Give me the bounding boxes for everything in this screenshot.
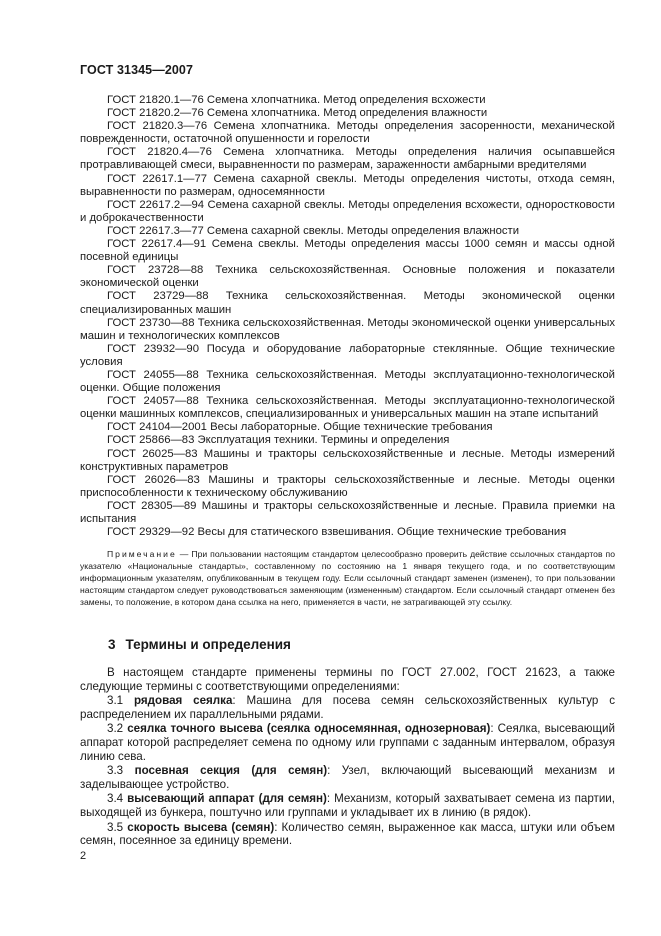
section-title: Термины и определения [125, 637, 291, 652]
terms-body [80, 666, 615, 849]
reference-item: ГОСТ 26025—83 Машины и тракторы сельскохозяйственные и лесные. Методы измерений конструктивных параметров [80, 447, 615, 473]
term-text: : Сеялка, высевающий аппарат которой распределяет семена по одному или группами с заданным интервалом, образуя линию сева. [80, 722, 615, 763]
reference-item: ГОСТ 21820.3—76 Семена хлопчатника. Методы определения засоренности, механической поврежденности, остаточной опушенности и горелости [80, 120, 615, 146]
reference-item: ГОСТ 24057—88 Техника сельскохозяйственная. Методы эксплуатационно-технологической оценки машинных комплексов, специализированных и универсальных машин на этапе испытаний [80, 395, 615, 421]
normative-references-list [80, 94, 615, 539]
reference-item: ГОСТ 28305—89 Машины и тракторы сельскохозяйственные и лесные. Правила приемки на испытания [80, 499, 615, 525]
reference-item: ГОСТ 25866—83 Эксплуатация техники. Термины и определения [107, 434, 450, 447]
section-heading [108, 637, 291, 652]
reference-item: ГОСТ 21820.1—76 Семена хлопчатника. Метод определения всхожести [107, 94, 486, 106]
term-number: 3.3 [107, 764, 124, 778]
term-name: высевающий аппарат (для семян) [127, 792, 327, 806]
reference-item: ГОСТ 21820.2—76 Семена хлопчатника. Метод определения влажности [107, 107, 488, 120]
term-number: 3.4 [107, 792, 124, 806]
section-number: 3 [108, 637, 116, 652]
reference-item: ГОСТ 29329—92 Весы для статического взвешивания. Общие технические требования [107, 526, 567, 539]
term-text: : Узел, включающий высевающий механизм и заделывающее устройство. [80, 764, 615, 791]
reference-item: ГОСТ 23932—90 Посуда и оборудование лабораторные стеклянные. Общие технические условия [80, 342, 615, 368]
note-text: — При пользовании настоящим стандартом целесообразно проверить действие ссылочных стандартов по указателю «Национальные стандарты», составленному по состоянию на 1 января текущего года, и по соответствующим информационным указателям, опубликованным в текущем году. Если ссылочный стандарт заменен (изменен), то при пользовании настоящим стандартом следует руководствоваться заменяющим (измененным) стандартом. Если ссылочный стандарт отменен без замены, то положение, в котором дана ссылка на него, применяется в части, не затрагивающей эту ссылку. [80, 549, 615, 607]
reference-item: ГОСТ 22617.1—77 Семена сахарной свеклы. Методы определения чистоты, отхода семян, выравненности по размерам, односемянности [80, 172, 615, 198]
term-definition [80, 821, 615, 848]
term-text: : Количество семян, выраженное как масса, штуки или объем семян, посеянное за единицу времени. [80, 820, 615, 848]
term-text: : Механизм, который захватывает семена из партии, выходящей из бункера, поштучно или группами и укладывает их в линию (в рядок). [80, 792, 615, 819]
reference-item: ГОСТ 23728—88 Техника сельскохозяйственная. Основные положения и показатели экономической оценки [80, 264, 615, 290]
section-intro: В настоящем стандарте применены термины по ГОСТ 27.002, ГОСТ 21623, а также следующие термины с соответствующими определениями: [80, 666, 615, 693]
note-label: Примечание [107, 549, 177, 559]
reference-item: ГОСТ 26026—83 Машины и тракторы сельскохозяйственные и лесные. Методы оценки приспособленности к техническому обслуживанию [80, 473, 615, 499]
term-number: 3.5 [107, 820, 124, 834]
term-definition [80, 792, 615, 819]
page-header: ГОСТ 31345—2007 [80, 63, 194, 77]
term-name: сеялка точного высева (сеялка односемянная, однозерновая) [127, 722, 491, 736]
term-name: скорость высева (семян) [127, 820, 275, 834]
reference-item: ГОСТ 23729—88 Техника сельскохозяйственная. Методы экономической оценки специализированных машин [80, 290, 615, 316]
term-definition [80, 722, 615, 763]
term-name: рядовая сеялка [133, 694, 233, 708]
reference-item: ГОСТ 21820.4—76 Семена хлопчатника. Методы определения наличия осыпавшейся протравливающей смеси, выравненности по размерам, зараженности амбарными вредителями [80, 146, 615, 172]
reference-item: ГОСТ 24055—88 Техника сельскохозяйственная. Методы эксплуатационно-технологической оценки. Общие положения [80, 368, 615, 395]
term-number: 3.1 [107, 694, 124, 708]
reference-item: ГОСТ 22617.4—91 Семена свеклы. Методы определения массы 1000 семян и массы одной посевной единицы [80, 238, 615, 264]
term-number: 3.2 [107, 722, 124, 736]
reference-item: ГОСТ 23730—88 Техника сельскохозяйственная. Методы экономической оценки универсальных машин и технологических комплексов [80, 316, 615, 342]
note-paragraph [80, 549, 615, 609]
page-number: 2 [80, 850, 87, 862]
reference-item: ГОСТ 22617.3—77 Семена сахарной свеклы. Методы определения влажности [107, 224, 520, 237]
reference-note [80, 549, 615, 609]
term-name: посевная секция (для семян) [134, 764, 328, 778]
term-text: : Машина для посева семян сельскохозяйственных культур с распределением их параллельными рядами. [80, 694, 615, 721]
term-definition [80, 764, 615, 791]
reference-item: ГОСТ 24104—2001 Весы лабораторные. Общие технические требования [107, 421, 493, 434]
term-definition [80, 694, 615, 721]
reference-item: ГОСТ 22617.2—94 Семена сахарной свеклы. Методы определения всхожести, одноростковости и доброкачественности [80, 198, 615, 224]
